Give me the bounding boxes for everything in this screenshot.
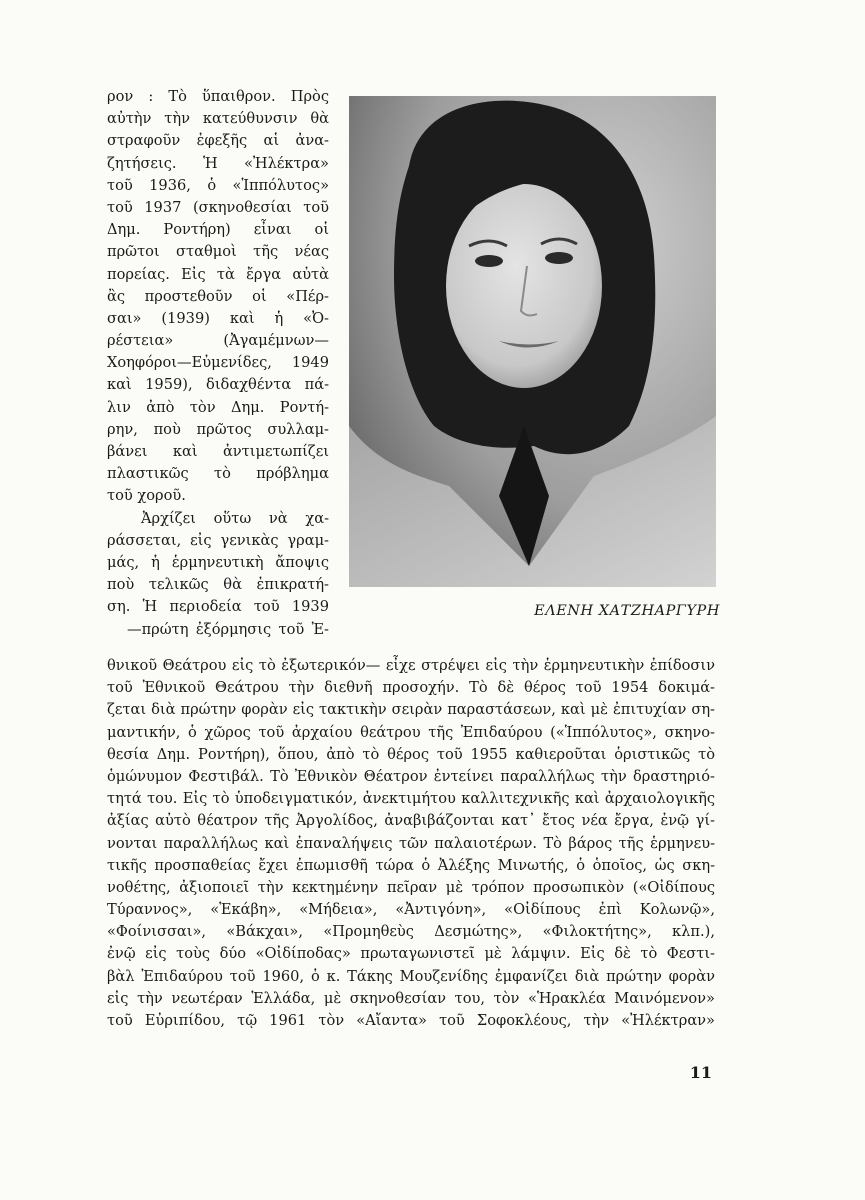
- text-line: «Φοίνισσαι», «Βάκχαι», «Προμηθεὺς Δεσμώτης», «Φιλοκτήτης», κλπ.),: [107, 923, 715, 941]
- text-line: τικῆς προσπαθείας ἔχει ἐπωμισθῆ τώρα ὁ Ἀλέξης Μινωτής, ὁ ὁποῖος, ὡς σκη-: [107, 856, 715, 874]
- text-line: εἰς τὴν νεωτέραν Ἑλλάδα, μὲ σκηνοθεσίαν του, τὸν «Ἡρακλέα Μαινόμενον»: [107, 989, 715, 1007]
- text-line: θνικοῦ Θεάτρου εἰς τὸ ἐξωτερικόν— εἶχε στρέψει εἰς τὴν ἑρμηνευτικὴν ἐπίδοσιν: [107, 657, 715, 674]
- text-line: αὐτὴν τὴν κατεύθυνσιν θὰ: [107, 110, 329, 128]
- text-line: ἀξίας αὐτὸ θέατρον τῆς Ἀργολίδος, ἀναβιβάζονται κατ᾽ ἔτος νέα ἔργα, ἐνῷ γί-: [107, 812, 715, 830]
- portrait-image: [349, 96, 716, 587]
- text-line: τοῦ χοροῦ.: [107, 487, 186, 505]
- text-line: τοῦ Ἐθνικοῦ Θεάτρου τὴν διεθνῆ προσοχήν. Τὸ δὲ θέρος τοῦ 1954 δοκιμά-: [107, 679, 715, 697]
- text-line: ζεται διὰ πρώτην φορὰν εἰς τακτικὴν σειρὰν παραστάσεων, καὶ μὲ ἐπιτυχίαν ση-: [107, 701, 715, 719]
- text-line: βὰλ Ἐπιδαύρου τοῦ 1960, ὁ κ. Τάκης Μουζενίδης ἐμφανίζει διὰ πρώτην φορὰν: [107, 967, 715, 985]
- left-column-text: [107, 86, 329, 641]
- photo-caption: ΕΛΕΝΗ ΧΑΤΖΗΑΡΓΥΡΗ: [534, 603, 720, 619]
- text-line: —πρώτη ἐξόρμησις τοῦ Ἐ-: [127, 620, 329, 638]
- text-line: ζητήσεις. Ἡ «Ἠλέκτρα»: [107, 154, 329, 172]
- text-line: ράσσεται, εἰς γενικὰς γραμ-: [107, 531, 329, 549]
- text-line: ση. Ἡ περιοδεία τοῦ 1939: [107, 598, 329, 616]
- text-line: Χοηφόροι—Εὐμενίδες, 1949: [107, 354, 329, 372]
- text-line: Ἀρχίζει οὕτω νὰ χα-: [141, 509, 329, 527]
- text-line: λιν ἀπὸ τὸν Δημ. Ροντή-: [107, 398, 329, 416]
- text-line: σαι» (1939) καὶ ἡ «Ὀ-: [107, 309, 329, 327]
- text-line: τοῦ Εὐριπίδου, τῷ 1961 τὸν «Αἴαντα» τοῦ Σοφοκλέους, τὴν «Ἠλέκτραν»: [107, 1012, 715, 1029]
- text-line: πλαστικῶς τὸ πρόβλημα: [107, 465, 329, 483]
- text-line: νοθέτης, ἀξιοποιεῖ τὴν κεκτημένην πεῖραν μὲ τρόπον προσωπικὸν («Οἰδίπους: [107, 878, 715, 896]
- text-line: πορείας. Εἰς τὰ ἔργα αὐτὰ: [107, 265, 329, 283]
- text-line: στραφοῦν ἐφεξῆς αἱ ἀνα-: [107, 132, 329, 150]
- text-line: τοῦ 1936, ὁ «Ἱππόλυτος»: [107, 176, 329, 194]
- text-line: μαντικήν, ὁ χῶρος τοῦ ἀρχαίου θεάτρου τῆς Ἐπιδαύρου («Ἱππόλυτος», σκηνο-: [107, 723, 715, 741]
- full-width-text: [107, 655, 715, 1032]
- text-line: ἐνῷ εἰς τοὺς δύο «Οἰδίποδας» πρωταγωνιστεῖ μὲ λάμψιν. Εἰς δὲ τὸ Φεστι-: [107, 945, 715, 963]
- text-line: ὁμώνυμον Φεστιβάλ. Τὸ Ἐθνικὸν Θέατρον ἐντείνει παραλλήλως τὴν δραστηριό-: [107, 767, 715, 785]
- text-line: θεσία Δημ. Ροντήρη), ὅπου, ἀπὸ τὸ θέρος τοῦ 1955 καθιεροῦται ὁριστικῶς τὸ: [107, 745, 715, 763]
- text-line: ρον : Τὸ ὕπαιθρον. Πρὸς: [107, 88, 329, 105]
- text-line: τοῦ 1937 (σκηνοθεσίαι τοῦ: [107, 198, 329, 216]
- text-line: ρέστεια» (Ἀγαμέμνων—: [107, 332, 329, 350]
- text-line: βάνει καὶ ἀντιμετωπίζει: [107, 443, 329, 460]
- text-line: καὶ 1959), διδαχθέντα πά-: [107, 376, 329, 394]
- text-line: ποὺ τελικῶς θὰ ἐπικρατή-: [107, 576, 329, 594]
- page-number: 11: [689, 1063, 712, 1082]
- text-line: ἂς προστεθοῦν οἱ «Πέρ-: [107, 287, 329, 305]
- text-line: ρην, ποὺ πρῶτος συλλαμ-: [107, 420, 329, 438]
- text-line: Τύραννος», «Ἑκάβη», «Μήδεια», «Ἀντιγόνη», «Οἰδίπους ἐπὶ Κολωνῷ»,: [107, 901, 715, 919]
- text-line: τητά του. Εἰς τὸ ὑποδειγματικόν, ἀνεκτιμήτου καλλιτεχνικῆς καὶ ἀρχαιολογικῆς: [107, 790, 715, 808]
- portrait-photo: [349, 96, 716, 587]
- text-line: πρῶτοι σταθμοὶ τῆς νέας: [107, 243, 329, 261]
- text-line: μάς, ἡ ἑρμηνευτικὴ ἄποψις: [107, 553, 329, 571]
- text-line: νονται παραλλήλως καὶ ἐπαναλήψεις τῶν παλαιοτέρων. Τὸ βάρος τῆς ἑρμηνευ-: [107, 834, 715, 852]
- text-line: Δημ. Ροντήρη) εἶναι οἱ: [107, 221, 329, 239]
